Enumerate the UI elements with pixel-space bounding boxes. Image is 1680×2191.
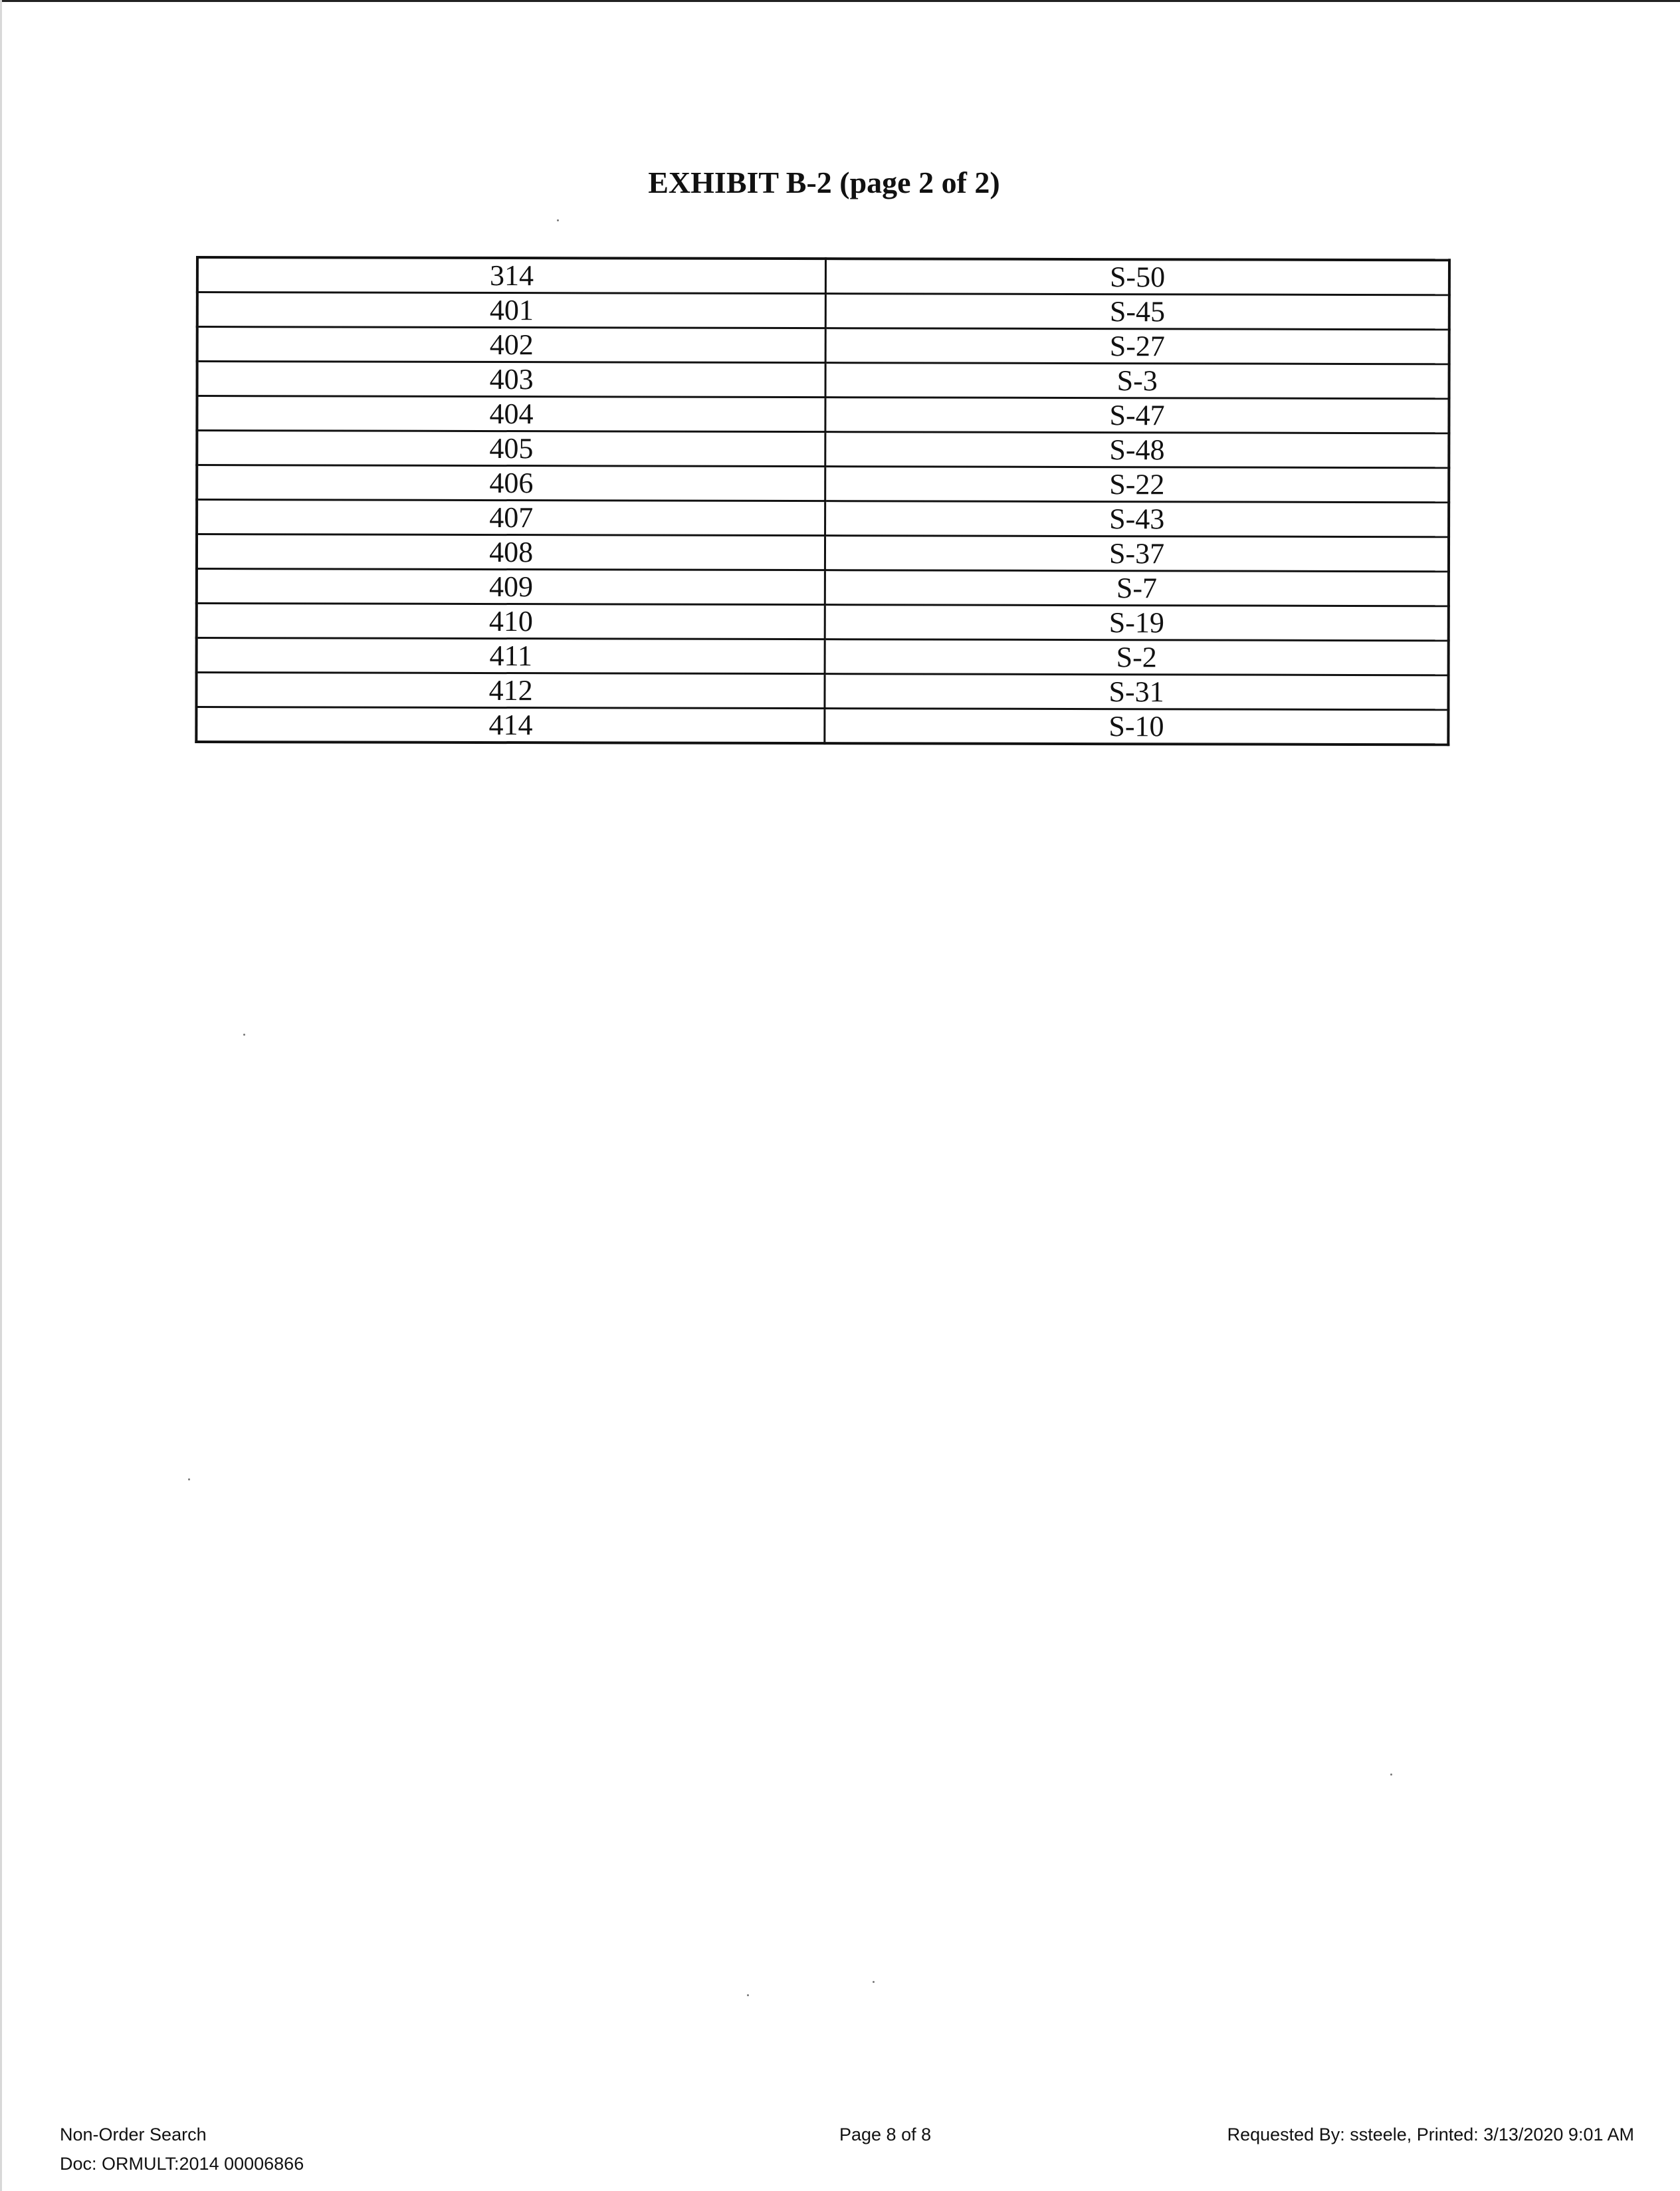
unit-number-cell: 401	[197, 292, 826, 328]
table-row	[196, 707, 1448, 745]
unit-number-cell: 408	[197, 534, 825, 570]
scan-speck	[243, 1034, 245, 1036]
table-row	[197, 604, 1449, 641]
table-row	[197, 327, 1449, 364]
space-number-cell: S-47	[825, 398, 1449, 433]
unit-number-cell: 409	[197, 569, 825, 605]
exhibit-title: EXHIBIT B-2 (page 2 of 2)	[648, 166, 1000, 199]
unit-number-cell: 402	[197, 327, 826, 363]
space-number-cell: S-27	[825, 328, 1449, 364]
unit-number-cell: 414	[196, 707, 825, 744]
space-number-cell: S-31	[825, 674, 1448, 710]
table-row	[197, 500, 1449, 537]
left-scan-edge	[0, 0, 2, 2191]
space-number-cell: S-45	[826, 294, 1449, 330]
table-row	[197, 292, 1449, 330]
scan-speck	[188, 1478, 190, 1480]
space-number-cell: S-37	[825, 536, 1449, 572]
space-number-cell: S-43	[825, 501, 1449, 537]
exhibit-table-body	[196, 257, 1449, 745]
table-row	[197, 257, 1449, 295]
table-row	[196, 673, 1448, 710]
scan-speck	[873, 1981, 875, 1983]
table-row	[197, 638, 1449, 675]
footer-doc-id: Doc: ORMULT:2014 00006866	[60, 2154, 304, 2174]
unit-number-cell: 404	[197, 396, 825, 432]
table-row	[197, 362, 1449, 399]
unit-number-cell: 407	[197, 500, 825, 536]
space-number-cell: S-7	[825, 570, 1449, 606]
table-row	[197, 569, 1449, 606]
table-row	[197, 534, 1449, 572]
unit-number-cell: 411	[197, 638, 825, 674]
table-row	[197, 396, 1449, 433]
unit-number-cell: 406	[197, 465, 825, 501]
footer-page-number: Page 8 of 8	[839, 2125, 932, 2144]
unit-number-cell: 405	[197, 431, 825, 467]
space-number-cell: S-19	[825, 605, 1448, 641]
scan-speck	[557, 219, 559, 221]
table-row	[197, 431, 1449, 468]
space-number-cell: S-50	[826, 259, 1449, 295]
table-row	[197, 465, 1449, 503]
space-number-cell: S-2	[825, 639, 1448, 675]
unit-number-cell: 410	[197, 604, 825, 639]
space-number-cell: S-3	[825, 363, 1449, 399]
top-scan-edge	[0, 0, 1680, 2]
footer-requested-by: Requested By: ssteele, Printed: 3/13/2020 9:01 AM	[1227, 2125, 1634, 2144]
unit-number-cell: 314	[197, 257, 826, 294]
footer-search-type: Non-Order Search	[60, 2125, 207, 2144]
unit-number-cell: 412	[196, 673, 825, 709]
space-number-cell: S-22	[825, 467, 1449, 503]
scan-speck	[747, 1994, 749, 1996]
exhibit-table	[195, 256, 1451, 746]
space-number-cell: S-10	[825, 709, 1448, 745]
scan-speck	[1390, 1774, 1392, 1776]
space-number-cell: S-48	[825, 432, 1449, 468]
unit-number-cell: 403	[197, 362, 826, 398]
